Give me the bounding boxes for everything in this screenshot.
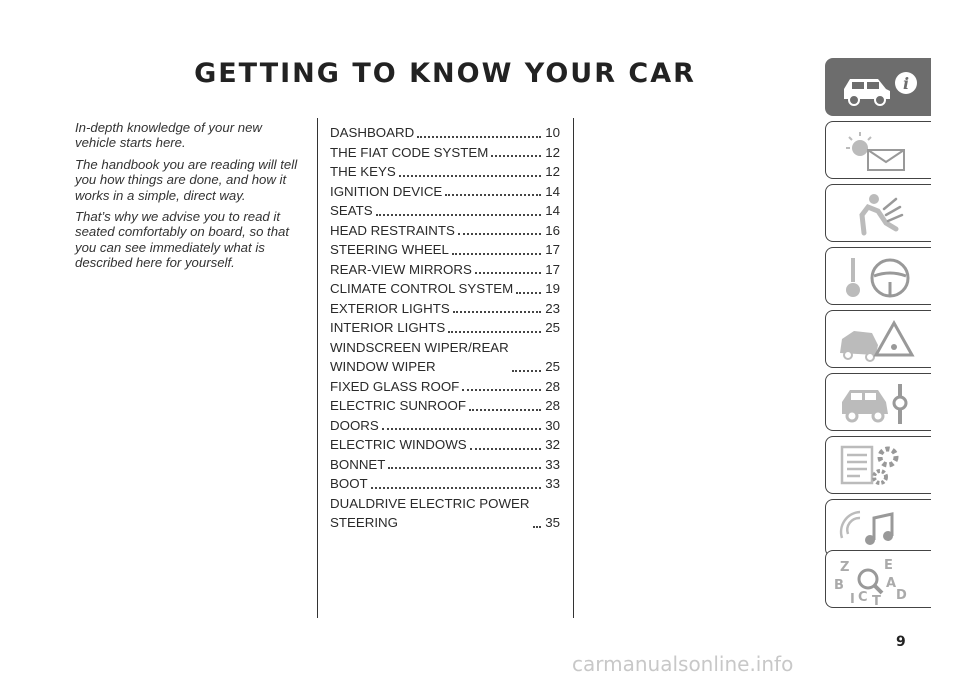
key-steering-wheel-icon	[834, 252, 924, 302]
tab-index[interactable]	[825, 550, 931, 608]
toc-leader	[452, 250, 541, 255]
toc-item-windows[interactable]	[330, 435, 560, 455]
toc-leader	[417, 133, 541, 138]
toc-item-power-steering[interactable]	[330, 494, 560, 533]
index-letter: A	[886, 576, 897, 591]
toc-page: 17	[545, 261, 560, 277]
tab-getting-to-know[interactable]	[825, 58, 931, 116]
toc-label: BONNET	[330, 456, 386, 472]
index-letter: D	[896, 588, 907, 603]
toc-label: ELECTRIC SUNROOF	[330, 398, 466, 413]
intro-paragraph: That’s why we advise you to read it seated comfortably on board, so that you can see immediately what is described here for yourself.	[75, 209, 290, 271]
toc-label: THE FIAT CODE SYSTEM	[330, 144, 489, 160]
toc-label: ELECTRIC WINDOWS	[330, 437, 467, 452]
toc-leader	[470, 445, 541, 450]
toc-label: IGNITION DEVICE	[330, 183, 443, 199]
toc-item-exterior-lights[interactable]	[330, 299, 560, 319]
toc-leader	[388, 464, 541, 469]
toc-item-mirrors[interactable]	[330, 260, 560, 280]
technical-data-gears-icon	[834, 441, 924, 491]
car-info-icon	[834, 63, 924, 113]
page-number: 9	[896, 634, 906, 650]
toc-item-head-restraints[interactable]	[330, 221, 560, 241]
toc-leader	[491, 152, 541, 157]
toc-label: DOORS	[330, 417, 379, 433]
toc-item-dashboard[interactable]	[330, 123, 560, 143]
tab-servicing[interactable]	[825, 373, 931, 431]
toc-label: THE KEYS	[330, 164, 396, 179]
toc-page: 10	[545, 125, 560, 140]
toc-item-climate-control[interactable]	[330, 279, 560, 299]
tab-multimedia[interactable]	[825, 499, 931, 557]
toc-page: 33	[545, 456, 560, 472]
toc-page: 28	[545, 398, 560, 413]
toc-page: 14	[545, 203, 560, 218]
toc-label: HEAD RESTRAINTS	[330, 222, 455, 238]
toc-page: 28	[545, 378, 560, 394]
toc-label: SEATS	[330, 203, 373, 218]
toc-label: WINDSCREEN WIPER/REAR WINDOW WIPER	[330, 339, 509, 374]
toc-page: 23	[545, 300, 560, 316]
toc-leader	[453, 308, 541, 313]
index-letter: T	[872, 594, 881, 605]
intro-text	[75, 120, 305, 277]
tab-starting-driving[interactable]	[825, 247, 931, 305]
toc-page: 17	[545, 242, 560, 257]
warning-lights-message-icon	[834, 126, 924, 176]
toc-leader	[371, 484, 541, 489]
toc-item-doors[interactable]	[330, 416, 560, 436]
toc-page: 19	[545, 281, 560, 296]
toc-page: 12	[545, 144, 560, 160]
toc-page: 25	[545, 359, 560, 374]
toc-label: STEERING WHEEL	[330, 242, 449, 257]
toc-item-seats[interactable]	[330, 201, 560, 221]
toc-item-interior-lights[interactable]	[330, 318, 560, 338]
toc-leader	[376, 211, 541, 216]
intro-paragraph: In-depth knowledge of your new vehicle starts here.	[75, 120, 262, 151]
toc-label: REAR-VIEW MIRRORS	[330, 261, 472, 277]
toc-leader	[448, 328, 541, 333]
toc-label: CLIMATE CONTROL SYSTEM	[330, 281, 514, 296]
toc-page: 14	[545, 183, 560, 199]
toc-item-glass-roof[interactable]	[330, 377, 560, 397]
toc-item-fiat-code[interactable]	[330, 143, 560, 163]
toc-leader	[462, 386, 541, 391]
toc-item-ignition[interactable]	[330, 182, 560, 202]
tab-warning-lights[interactable]	[825, 121, 931, 179]
toc-item-keys[interactable]	[330, 162, 560, 182]
alphabetical-index-icon	[834, 555, 924, 605]
toc-leader	[512, 367, 541, 372]
index-letter: Z	[840, 560, 850, 575]
toc-label: EXTERIOR LIGHTS	[330, 300, 450, 316]
toc-item-bonnet[interactable]	[330, 455, 560, 475]
index-letter: B	[834, 578, 844, 593]
watermark: carmanualsonline.info	[572, 652, 794, 676]
car-accident-warning-icon	[834, 315, 924, 365]
column-divider-left	[317, 118, 318, 618]
toc-leader	[445, 191, 541, 196]
toc-leader	[475, 269, 541, 274]
index-letter: C	[858, 590, 868, 605]
table-of-contents	[330, 123, 560, 533]
toc-page: 35	[545, 515, 560, 530]
toc-label: BOOT	[330, 476, 368, 491]
toc-page: 12	[545, 164, 560, 179]
intro-paragraph: The handbook you are reading will tell you how things are done, and how it works in a simple, direct way.	[75, 156, 298, 203]
toc-item-steering-wheel[interactable]	[330, 240, 560, 260]
toc-leader	[516, 289, 541, 294]
multimedia-music-icon	[834, 504, 924, 554]
toc-page: 16	[545, 222, 560, 238]
toc-leader	[469, 406, 541, 411]
toc-label: FIXED GLASS ROOF	[330, 378, 460, 394]
toc-page: 30	[545, 417, 560, 433]
toc-item-wipers[interactable]	[330, 338, 560, 377]
toc-leader	[382, 425, 541, 430]
svg-text:i: i	[902, 74, 910, 93]
toc-leader	[533, 523, 542, 528]
tab-technical-data[interactable]	[825, 436, 931, 494]
page-title: GETTING TO KNOW YOUR CAR	[194, 58, 696, 89]
column-divider-right	[573, 118, 574, 618]
toc-label: DUALDRIVE ELECTRIC POWER STEERING	[330, 495, 530, 530]
toc-leader	[399, 172, 541, 177]
tab-in-an-emergency[interactable]	[825, 310, 931, 368]
toc-item-sunroof[interactable]	[330, 396, 560, 416]
index-letter: I	[850, 592, 855, 605]
toc-label: INTERIOR LIGHTS	[330, 320, 446, 335]
toc-leader	[458, 230, 541, 235]
toc-page: 25	[545, 320, 560, 335]
toc-item-boot[interactable]	[330, 474, 560, 494]
toc-label: DASHBOARD	[330, 125, 415, 140]
tab-safety[interactable]	[825, 184, 931, 242]
index-letter: E	[884, 558, 893, 573]
car-maintenance-tools-icon	[834, 378, 924, 428]
airbag-seat-icon	[834, 189, 924, 239]
toc-page: 32	[545, 437, 560, 452]
toc-page: 33	[545, 476, 560, 491]
